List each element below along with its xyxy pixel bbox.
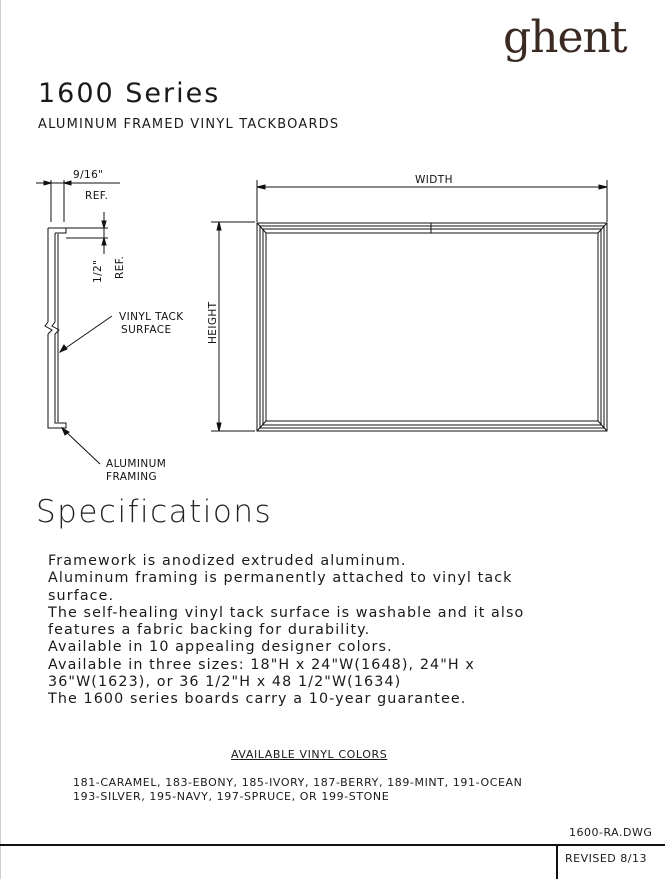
height-arrow-top (217, 222, 221, 230)
frame-mid-2 (263, 229, 601, 425)
spec-line: The 1600 series boards carry a 10-year guarantee. (48, 691, 467, 708)
page-subtitle: ALUMINUM FRAMED VINYL TACKBOARDS (38, 117, 340, 132)
width-label: WIDTH (415, 174, 453, 186)
title-block-divider (556, 845, 558, 879)
drawing-number: 1600-RA.DWG (569, 826, 653, 839)
side-width-dim-label: 9/16" (73, 169, 104, 181)
spec-line: The self-healing vinyl tack surface is washable and it also (48, 604, 525, 621)
vinyl-callout-leader (60, 316, 112, 352)
frame-inner (266, 233, 598, 421)
ghent-logo: ghent (503, 12, 627, 63)
spec-line: surface. (48, 587, 115, 604)
height-label: HEIGHT (207, 301, 219, 344)
frame-outer (257, 223, 607, 431)
side-frame-profile-top (48, 228, 66, 322)
vinyl-colors-line-1: 181-CARAMEL, 183-EBONY, 185-IVORY, 187-BERRY, 189-MINT, 191-OCEAN (73, 776, 523, 789)
frame-miter-bl (257, 421, 266, 431)
page-title: 1600 Series (38, 78, 221, 109)
depth-dim-arrow-bottom (102, 238, 106, 245)
spec-line: Framework is anodized extruded aluminum. (48, 553, 407, 569)
frame-miter-tl (257, 223, 266, 233)
frame-miter-br (598, 421, 607, 431)
side-depth-dim-label: 1/2" (92, 259, 104, 283)
side-depth-ref-label: REF. (114, 255, 126, 279)
width-arrow-left (257, 185, 265, 189)
revision-label: REVISED 8/13 (565, 852, 647, 865)
side-width-ref-label: REF. (85, 190, 109, 202)
side-dim-arrow-left (44, 181, 51, 185)
specifications-list (48, 553, 524, 709)
vinyl-callout-arrow (60, 345, 67, 352)
title-block-rule (0, 844, 665, 846)
width-arrow-right (599, 185, 607, 189)
vinyl-colors-heading: AVAILABLE VINYL COLORS (231, 748, 388, 761)
frame-mid-1 (260, 226, 604, 428)
side-break-mark (45, 322, 59, 334)
frame-miter-tr (598, 223, 607, 233)
frame-callout-line2: FRAMING (106, 471, 158, 483)
side-dim-arrow-right (64, 181, 71, 185)
spec-line: Available in three sizes: 18"H x 24"W(1648), 24"H x (48, 656, 475, 673)
spec-line: Available in 10 appealing designer colors. (48, 639, 393, 656)
vinyl-colors-line-2: 193-SILVER, 195-NAVY, 197-SPRUCE, OR 199-STONE (73, 790, 390, 803)
spec-line: 36"W(1623), or 36 1/2"H x 48 1/2"W(1634) (48, 674, 402, 691)
height-arrow-bottom (217, 423, 221, 431)
spec-line: features a fabric backing for durability. (48, 622, 371, 639)
spec-line: Aluminum framing is permanently attached to vinyl tack (48, 570, 513, 587)
vinyl-callout-line2: SURFACE (121, 324, 172, 336)
frame-callout-line1: ALUMINUM (106, 458, 167, 470)
specifications-heading: Specifications (36, 494, 273, 530)
vinyl-callout-line1: VINYL TACK (119, 311, 184, 323)
depth-dim-arrow-top (102, 221, 106, 228)
